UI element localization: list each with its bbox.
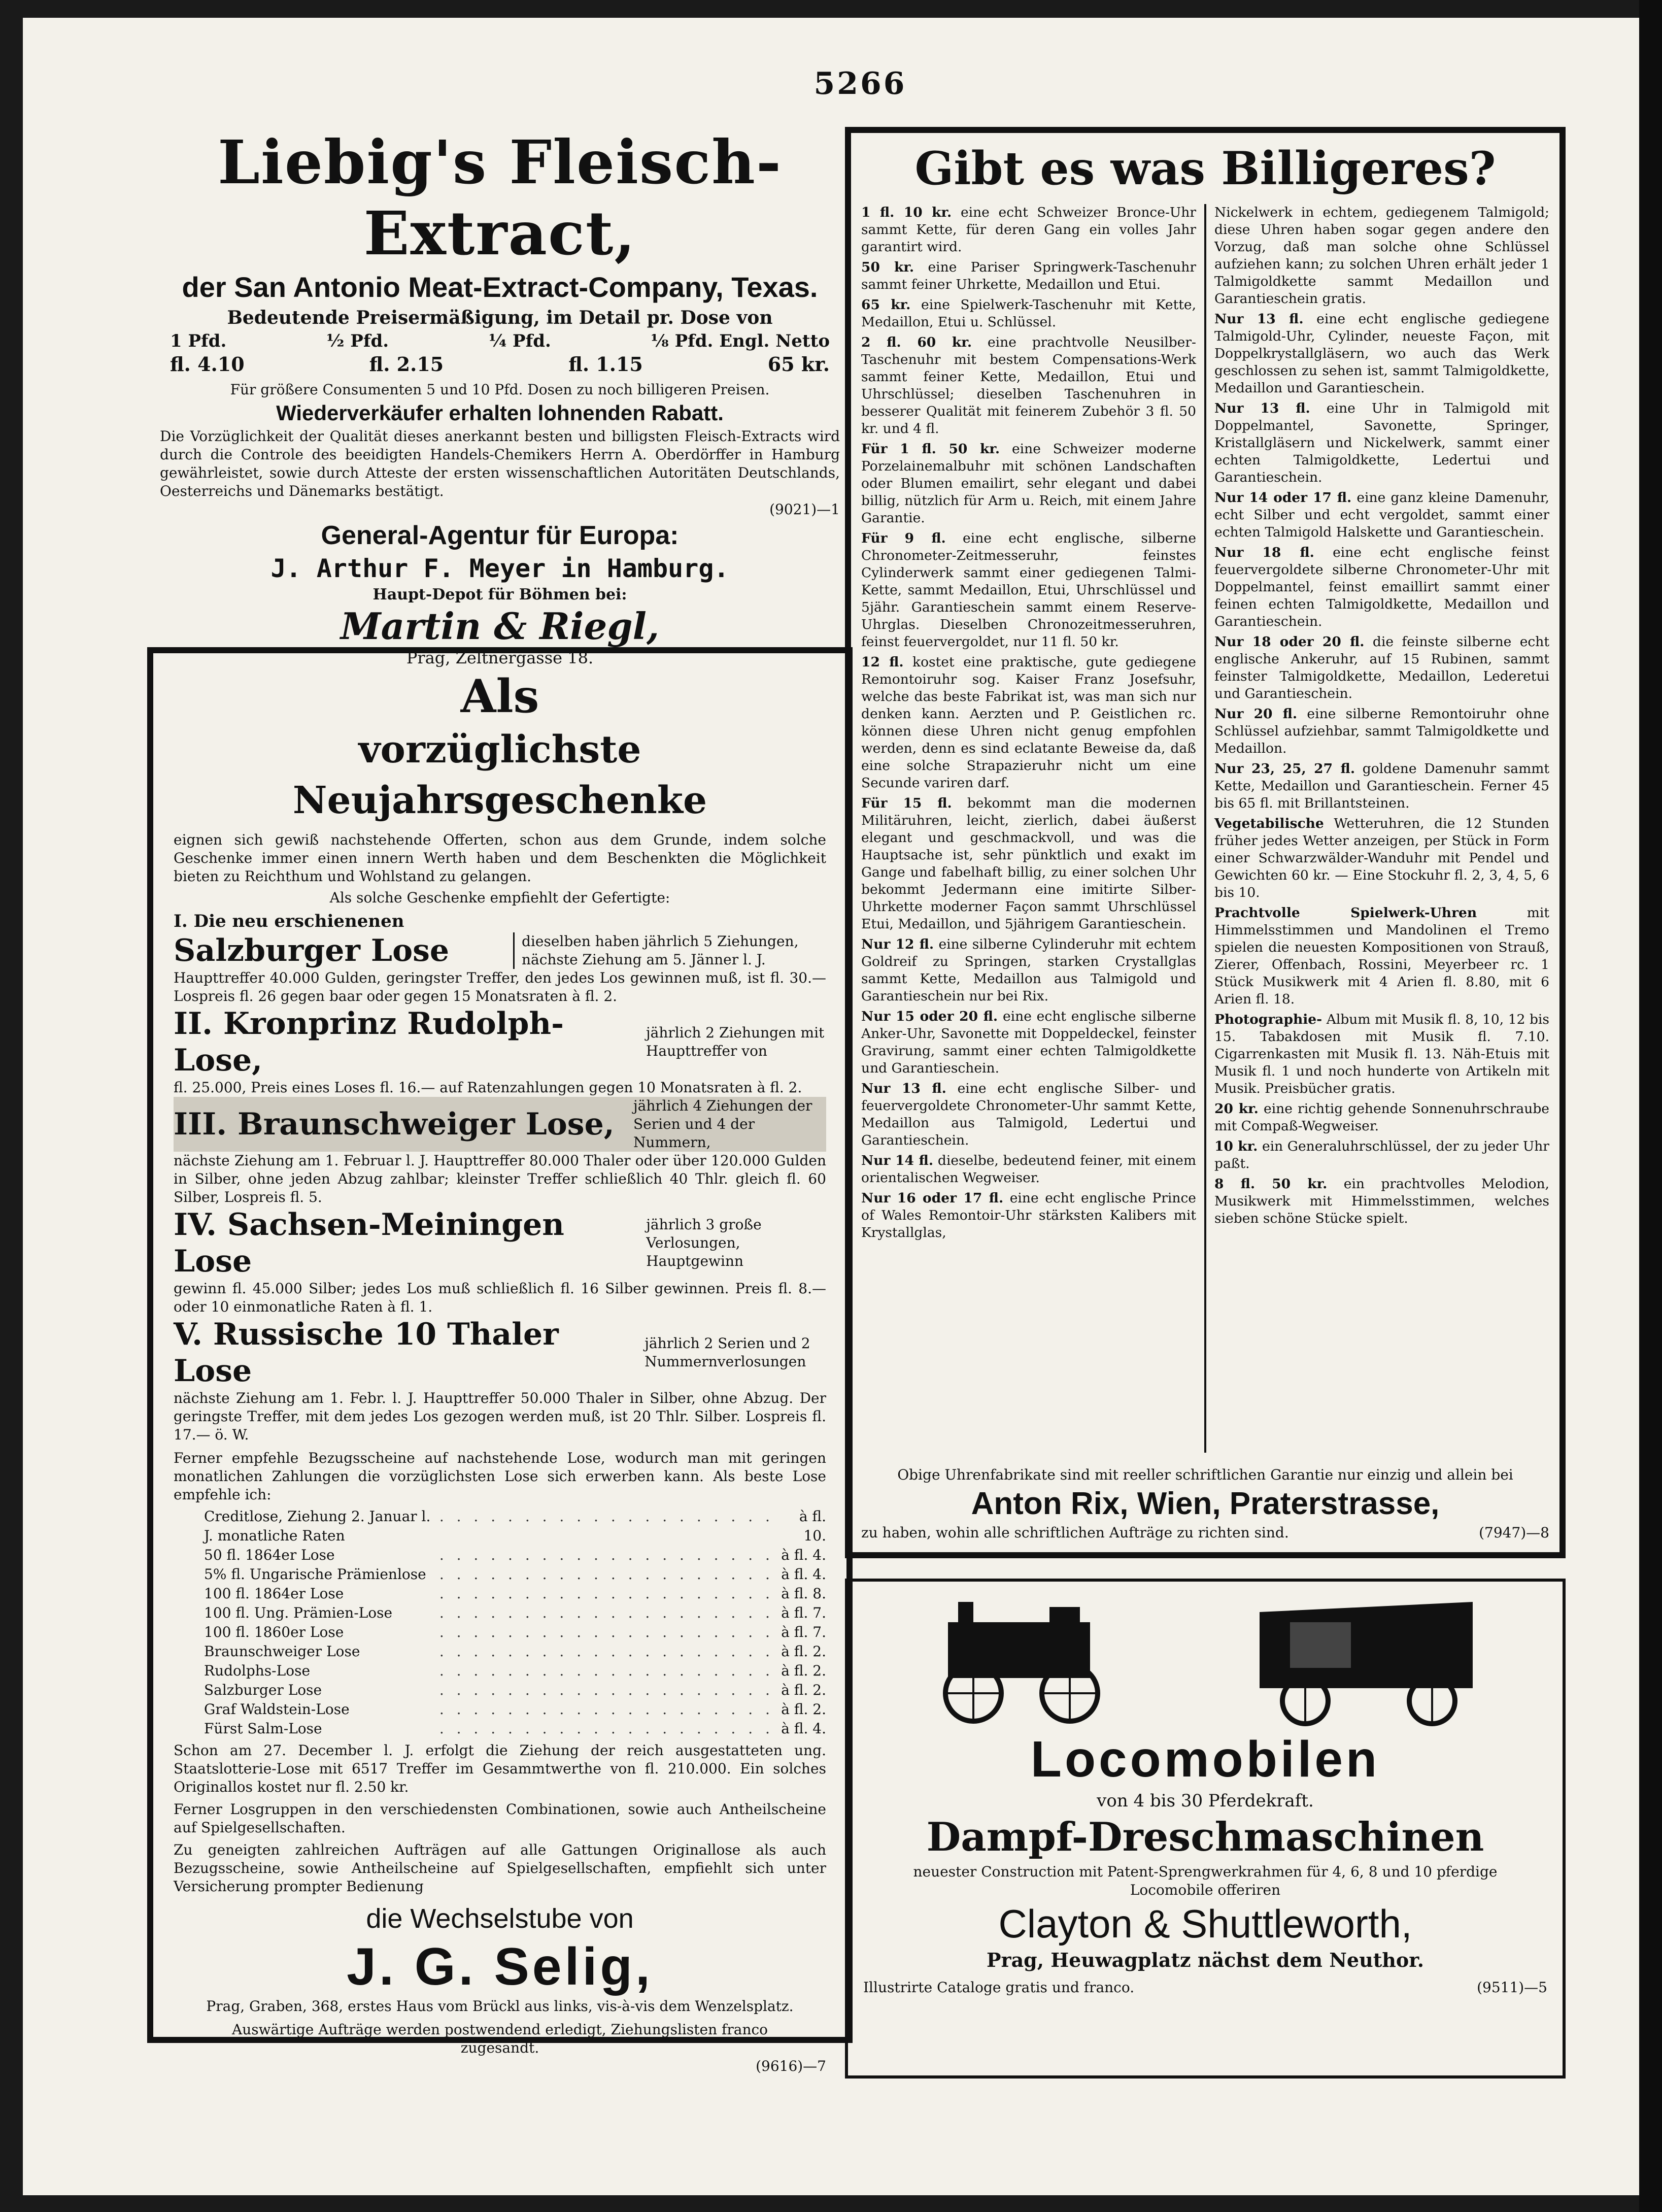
uhren-item-text: mit Himmelsstimmen und Mandolinen el Tremo spielen die neuesten Kompositionen von Strauß, Zierer, Offenbach, Rossini, Meyerbeer rc. 1 Stück Musikwerk mit 4 Arien fl. 8.80, mit 6 Arien fl. 18. <box>1214 905 1549 1007</box>
uhren-item-text: Wetteruhren, die 12 Stunden früher jedes Wetter anzeigen, per Stück in Form einer Schwarzwälder-Wanduhr mit Pendel und Gewichten 60 kr. — Eine Stockuhr fl. 2, 3, 4, 5, 6 bis 10. <box>1214 816 1549 900</box>
uhren-item-head: Nur 14 fl. <box>861 1153 934 1168</box>
uhren-item <box>861 1080 1196 1149</box>
uhren-item-head: 65 kr. <box>861 297 911 313</box>
lose-row <box>204 1603 826 1623</box>
leader-dots: . . . . . . . . . . . . . . . . . . . . <box>439 1508 774 1525</box>
uhren-item <box>861 259 1196 293</box>
uhren-item-head: 1 fl. 10 kr. <box>861 205 952 220</box>
uhren-item-text: eine echt englische Prince of Wales Remontoir-Uhr stärksten Kalibers mit Krystallglas, <box>861 1190 1196 1241</box>
lot2-name: II. Kronprinz Rudolph-Lose, <box>174 1006 564 1078</box>
lot3-body: nächste Ziehung am 1. Februar l. J. Haupttreffer 80.000 Thaler oder über 120.000 Gulden in Silber, ohne jeden Abzug zahlbar; kleinster Treffer schließlich 40 Thlr. gleich fl. 60 Silber, Lospreis fl. 5. <box>174 1152 826 1205</box>
liebig-size: 1 Pfd. <box>170 331 227 351</box>
uhren-title: Gibt es was Billigeres? <box>914 142 1496 195</box>
neujahr-recommend: Als solche Geschenke empfiehlt der Gefertigte: <box>329 889 670 906</box>
uhren-item-text: eine echt englische feinst feuervergoldete silberne Chronometer-Uhr mit Doppelmantel, feinst emaillirt sammt einer feinen echten Talmigoldkette, Medaillon und Garantieschein. <box>1214 545 1549 629</box>
lose-row <box>204 1642 826 1661</box>
uhren-footer: Obige Uhrenfabrikate sind mit reeller schriftlichen Garantie nur einzig und allein bei <box>897 1466 1513 1483</box>
uhren-item-text: eine Schweizer moderne Porzelainemalbuhr mit schönen Landschaften oder Blumen emailirt, sehr elegant und dabei billig, nützlich für Arm u. Reich, mit einem Jahre Garantie. <box>861 441 1196 526</box>
lose-name: 100 fl. Ung. Prämien-Lose <box>204 1604 393 1621</box>
liebig-prices <box>160 352 840 377</box>
loco-firm: Clayton & Shuttleworth, <box>998 1901 1412 1946</box>
uhren-item <box>1214 633 1549 702</box>
liebig-depot-addr: Prag, Zeltnergasse 18. <box>406 648 594 667</box>
liebig-size: ⅛ Pfd. Engl. Netto <box>651 331 830 351</box>
lose-row <box>204 1681 826 1700</box>
uhren-ad <box>845 127 1566 1558</box>
uhren-item <box>1214 1100 1549 1135</box>
leader-dots: . . . . . . . . . . . . . . . . . . . . <box>439 1566 774 1583</box>
lose-price: à fl. 2. <box>781 1662 826 1679</box>
loco-illustrations <box>863 1592 1547 1729</box>
uhren-item <box>861 1190 1196 1242</box>
uhren-item <box>861 204 1196 256</box>
lot1-side: dieselben haben jährlich 5 Ziehungen, nächste Ziehung am 5. Jänner l. J. <box>513 932 826 969</box>
lot1-row <box>174 932 826 969</box>
lose-row <box>204 1623 826 1642</box>
uhren-item-text: eine ganz kleine Damenuhr, echt Silber und echt vergoldet, sammt einer echten Talmigold Halskette und Garantieschein. <box>1214 490 1549 540</box>
neujahr-intro: eignen sich gewiß nachstehende Offerten, schon aus dem Grunde, indem solche Geschenke immer einen innern Werth haben und dem Beschenkten die Möglichkeit bieten zu Reichthum und Wohlstand zu gelangen. <box>174 831 826 885</box>
neujahr-ferner: Ferner Losgruppen in den verschiedensten Combinationen, sowie auch Antheilscheine auf Spielgesellschaften. <box>174 1801 826 1836</box>
loco-title2: Dampf-Dreschmaschinen <box>926 1814 1484 1860</box>
liebig-size: ¼ Pfd. <box>488 331 551 351</box>
lose-price: à fl. 4. <box>781 1547 826 1563</box>
lose-name: 100 fl. 1860er Lose <box>204 1624 344 1640</box>
uhren-item-text: eine echt Schweizer Bronce-Uhr sammt Kette, für deren Gang ein volles Jahr garantirt wird. <box>861 205 1196 255</box>
uhren-item-text: eine echt englische, silberne Chronometer-Zeitmesseruhr, feinstes Cylinderwerk sammt einer gediegenen Talmi-Kette, sammt Medaillon, Etui, Uhrschlüssel und 5jähr. Garantieschein sammt einem Reserve-Uhrglas. Dieselben Chronozeitmesseruhren, feinst feuervergoldet, nur 11 fl. 50 kr. <box>861 530 1196 650</box>
liebig-company: der San Antonio Meat-Extract-Company, Texas. <box>182 271 818 303</box>
lose-row <box>204 1507 826 1546</box>
lose-name: Rudolphs-Lose <box>204 1662 311 1679</box>
uhren-firm-name: Anton Rix, <box>971 1486 1129 1521</box>
lot4-name: IV. Sachsen-Meiningen Lose <box>174 1207 564 1279</box>
uhren-item-head: 2 fl. 60 kr. <box>861 334 972 350</box>
uhren-item-text: Nickelwerk in echtem, gediegenem Talmigold; diese Uhren haben sogar gegen andere den Vorzug, daß man solche ohne Schlüssel aufziehen kann; zu solchen Uhren erhält jeder 1 Talmigoldkette sammt Medaillon und Garantieschein gratis. <box>1214 205 1549 307</box>
locomobile-illustration <box>928 1592 1121 1729</box>
lose-name: Braunschweiger Lose <box>204 1643 360 1660</box>
lose-row <box>204 1661 826 1681</box>
lot5-body: nächste Ziehung am 1. Febr. l. J. Haupttreffer 50.000 Thaler in Silber, ohne Abzug. Der geringste Treffer, mit dem jedes Los gezogen werden muß, ist 20 Thlr. Silber. Lospreis fl. 17.— ö. W. <box>174 1390 826 1443</box>
uhren-item-text: eine echt englische Silber- und feuervergoldete Chronometer-Uhr sammt Kette, Medaillon aus Talmigold, Ledertui und Garantieschein. <box>861 1081 1196 1148</box>
uhren-item <box>861 795 1196 933</box>
uhren-item-head: Nur 13 fl. <box>1214 311 1304 327</box>
liebig-agency-title: General-Agentur für Europa: <box>321 521 679 550</box>
lose-name: 100 fl. 1864er Lose <box>204 1585 344 1602</box>
uhren-item-text: dieselbe, bedeutend feiner, mit einem orientalischen Wegweiser. <box>861 1153 1196 1186</box>
lose-row <box>204 1546 826 1565</box>
uhren-firm-city: Wien, Praterstrasse, <box>1137 1486 1440 1521</box>
leader-dots: . . . . . . . . . . . . . . . . . . . . <box>439 1662 774 1679</box>
liebig-reseller: Wiederverkäufer erhalten lohnenden Rabatt. <box>276 401 724 425</box>
loco-ad <box>845 1579 1566 2079</box>
lot4-side: jährlich 3 große Verlosungen, Hauptgewinn <box>646 1216 762 1269</box>
uhren-item-head: Für 1 fl. 50 kr. <box>861 441 1000 457</box>
lose-price: à fl. 8. <box>781 1585 826 1602</box>
uhren-item-head: 20 kr. <box>1214 1101 1259 1117</box>
lot5-side: jährlich 2 Serien und 2 Nummernverlosungen <box>645 1335 810 1370</box>
newspaper-page <box>23 18 1639 2195</box>
uhren-item-text: eine Pariser Springwerk-Taschenuhr sammt feiner Uhrkette, Medaillon und Etui. <box>861 259 1196 292</box>
uhren-item-head: Nur 18 fl. <box>1214 545 1314 560</box>
uhren-item <box>1214 760 1549 812</box>
uhren-item-text: eine richtig gehende Sonnenuhrschraube mit Compaß-Wegweiser. <box>1214 1101 1549 1134</box>
lose-price: à fl. 7. <box>781 1604 826 1621</box>
leader-dots: . . . . . . . . . . . . . . . . . . . . <box>439 1720 774 1737</box>
loco-addr: Prag, Heuwagplatz nächst dem Neuthor. <box>986 1949 1424 1971</box>
liebig-size: ½ Pfd. <box>326 331 389 351</box>
uhren-ref: (7947)—8 <box>1479 1524 1549 1541</box>
loco-ref: (9511)—5 <box>1477 1979 1547 1996</box>
liebig-ref: (9021)—1 <box>769 501 840 518</box>
uhren-item-head: Nur 13 fl. <box>1214 400 1310 416</box>
lose-name: Graf Waldstein-Lose <box>204 1701 350 1718</box>
uhren-item-head: Nur 13 fl. <box>861 1081 946 1096</box>
threshing-machine-illustration <box>1249 1592 1483 1729</box>
liebig-ad <box>160 127 840 667</box>
uhren-item-head: Nur 14 oder 17 fl. <box>1214 490 1352 506</box>
lot3-side: jährlich 4 Ziehungen der Serien und 4 der Nummern, <box>633 1097 812 1151</box>
neujahr-ref: (9616)—7 <box>756 2058 826 2074</box>
uhren-item-head: Nur 23, 25, 27 fl. <box>1214 761 1355 777</box>
lot3-name: III. Braunschweiger Lose, <box>174 1107 615 1142</box>
lose-name: 50 fl. 1864er Lose <box>204 1547 335 1563</box>
uhren-item-text: eine echt englische silberne Anker-Uhr, Savonette mit Doppeldeckel, feinster Gravirung, sammt einer echten Talmigoldkette und Garantieschein. <box>861 1009 1196 1076</box>
liebig-price: fl. 1.15 <box>568 353 643 376</box>
uhren-item <box>1214 204 1549 308</box>
leader-dots: . . . . . . . . . . . . . . . . . . . . <box>439 1682 774 1698</box>
uhren-col-left <box>861 204 1196 1453</box>
loco-catalog: Illustrirte Cataloge gratis und franco. <box>863 1979 1135 1996</box>
lose-row <box>204 1719 826 1738</box>
lose-name: 5% fl. Ungarische Prämienlose <box>204 1566 426 1583</box>
lose-name: Creditlose, Ziehung 2. Januar l. J. monatliche Raten <box>204 1508 431 1544</box>
uhren-item-head: 8 fl. 50 kr. <box>1214 1176 1328 1192</box>
lot5-name: V. Russische 10 Thaler Lose <box>174 1317 559 1389</box>
lot2-body: fl. 25.000, Preis eines Loses fl. 16.— auf Ratenzahlungen gegen 10 Monatsraten à fl. 2. <box>174 1079 802 1096</box>
lot1-head: I. Die neu erschienenen <box>174 911 404 931</box>
uhren-item <box>1214 311 1549 397</box>
liebig-body: Die Vorzüglichkeit der Qualität dieses anerkannt besten und billigsten Fleisch-Extracts wird durch die Controle des beeidigten Handels-Chemikers Herrn A. Oberdörffer in Hamburg gewährleistet, sowie durch Atteste der ersten wissenschaftlichen Autoritäten Deutschlands, Oesterreichs und Dänemarks bestätigt. <box>160 428 840 499</box>
lot5-row <box>174 1316 826 1389</box>
liebig-price: fl. 2.15 <box>369 353 444 376</box>
uhren-item-head: 12 fl. <box>861 654 904 670</box>
lose-row <box>204 1700 826 1719</box>
liebig-depot: Haupt-Depot für Böhmen bei: <box>372 586 627 604</box>
uhren-item-head: Für 9 fl. <box>861 530 946 546</box>
neujahr-schon: Schon am 27. December l. J. erfolgt die Ziehung der reich ausgestatteten ung. Staatslotterie-Lose mit 6517 Treffer im Gesammtwerthe von fl. 210.000. Ein solches Originallos kostet nur fl. 2.50 kr. <box>174 1742 826 1795</box>
liebig-bulk-note: Für größere Consumenten 5 und 10 Pfd. Dosen zu noch billigeren Preisen. <box>230 381 770 398</box>
leader-dots: . . . . . . . . . . . . . . . . . . . . <box>439 1624 774 1640</box>
leader-dots: . . . . . . . . . . . . . . . . . . . . <box>439 1643 774 1660</box>
uhren-firm <box>861 1484 1549 1524</box>
neujahr-title: vorzüglichste Neujahrsgeschenke <box>292 728 707 822</box>
uhren-item-text: eine Uhr in Talmigold mit Doppelmantel, Savonette, Springer, Kristallgläsern und Nickelwerk, sammt einer echten Talmigoldkette, Ledertui und Garantieschein. <box>1214 400 1549 485</box>
uhren-addr: zu haben, wohin alle schriftlichen Aufträge zu richten sind. <box>861 1524 1289 1541</box>
uhren-item-text: Album mit Musik fl. 8, 10, 12 bis 15. Tabakdosen mit Musik fl. 7.10. Cigarrenkasten mit Musik fl. 13. Näh-Etuis mit Musik fl. 1 und noch hunderte von Artikeln mit Musik. Preisbücher gratis. <box>1214 1012 1549 1096</box>
uhren-item-text: ein Generaluhrschlüssel, der zu jeder Uhr paßt. <box>1214 1138 1549 1171</box>
neujahr-zu: Zu geneigten zahlreichen Aufträgen auf alle Gattungen Originallose als auch Bezugsscheine, sowie Antheilscheine auf Spielgesellschaften, empfiehlt sich unter Versicherung prompter Bedienung <box>174 1841 826 1895</box>
uhren-item <box>1214 544 1549 630</box>
column-rule <box>1204 204 1206 1453</box>
uhren-item <box>861 1152 1196 1187</box>
uhren-item <box>1214 904 1549 1008</box>
uhren-item <box>1214 815 1549 901</box>
uhren-item <box>1214 489 1549 541</box>
uhren-addr-row <box>861 1524 1549 1542</box>
liebig-agency-name: J. Arthur F. Meyer in Hamburg. <box>270 554 729 583</box>
lose-price: à fl. 4. <box>781 1720 826 1737</box>
lot1-name: Salzburger Lose <box>174 933 450 968</box>
lose-price: à fl. 10. <box>799 1508 826 1544</box>
loco-desc: neuester Construction mit Patent-Sprengwerkrahmen für 4, 6, 8 und 10 pferdige Locomobile offeriren <box>913 1863 1498 1898</box>
liebig-price-cut: Bedeutende Preisermäßigung, im Detail pr. Dose von <box>227 307 773 328</box>
lot2-row <box>174 1006 826 1079</box>
uhren-item-text: eine Spielwerk-Taschenuhr mit Kette, Medaillon, Etui u. Schlüssel. <box>861 297 1196 330</box>
neujahr-als: Als <box>460 669 539 723</box>
uhren-item <box>1214 400 1549 486</box>
uhren-columns <box>861 204 1549 1453</box>
leader-dots: . . . . . . . . . . . . . . . . . . . . <box>439 1547 774 1563</box>
neujahr-bezug: Ferner empfehle Bezugsscheine auf nachstehende Lose, wodurch man mit geringen monatlichen Zahlungen die vorzüglichsten Lose sich erwerben kann. Als beste Lose empfehle ich: <box>174 1450 826 1503</box>
uhren-item-text: eine prachtvolle Neusilber-Taschenuhr mit bestem Compensations-Werk sammt feiner Kette, Medaillon, Etui und Uhrschlüssel; dieselben Taschenuhren in besserer Qualität mit feinerem Zubehör 3 fl. 50 kr. und 4 fl. <box>861 334 1196 437</box>
uhren-item <box>861 530 1196 651</box>
uhren-item-head: Nur 12 fl. <box>861 936 934 952</box>
uhren-item-text: goldene Damenuhr sammt Kette, Medaillon und Garantieschein. Ferner 45 bis 65 fl. mit Brillantsteinen. <box>1214 761 1549 811</box>
loco-title: Locomobilen <box>1030 1731 1380 1788</box>
leader-dots: . . . . . . . . . . . . . . . . . . . . <box>439 1585 774 1602</box>
uhren-item-text: eine silberne Cylinderuhr mit echtem Goldreif zu Springen, starken Crystallglas sammt Kette, Medaillon aus Talmigold und Garantieschein nur bei Rix. <box>861 936 1196 1004</box>
uhren-item-text: die feinste silberne echt englische Ankeruhr, auf 15 Rubinen, sammt feinster Talmigoldkette, Medaillon, Lederetui und Garantieschein. <box>1214 634 1549 701</box>
lot1-body: Haupttreffer 40.000 Gulden, geringster Treffer, den jedes Los gewinnen muß, ist fl. 30.— Lospreis fl. 26 gegen baar oder gegen 15 Monatsraten à fl. 2. <box>174 969 826 1004</box>
liebig-price: fl. 4.10 <box>170 353 245 376</box>
uhren-item-head: Prachtvolle Spielwerk-Uhren <box>1214 905 1477 921</box>
uhren-item <box>1214 1011 1549 1097</box>
uhren-footer-block <box>861 1466 1549 1542</box>
uhren-col-right <box>1214 204 1549 1453</box>
uhren-item-head: Nur 20 fl. <box>1214 706 1298 722</box>
lot4-body: gewinn fl. 45.000 Silber; jedes Los muß schließlich fl. 16 Silber gewinnen. Preis fl. 8.— oder 10 einmonatliche Raten à fl. 1. <box>174 1280 826 1315</box>
lot4-row <box>174 1206 826 1280</box>
uhren-item-head: Vegetabilische <box>1214 816 1324 831</box>
leader-dots: . . . . . . . . . . . . . . . . . . . . <box>439 1701 774 1718</box>
lose-name: Fürst Salm-Lose <box>204 1720 322 1737</box>
loco-sub: von 4 bis 30 Pferdekraft. <box>1097 1791 1314 1811</box>
uhren-item-head: Photographie- <box>1214 1012 1322 1027</box>
lose-price: à fl. 7. <box>781 1624 826 1640</box>
uhren-item-head: 10 kr. <box>1214 1138 1258 1154</box>
uhren-item-text: kostet eine praktische, gute gediegene Remontoiruhr sog. Kaiser Franz Josefsuhr, welche das beste Fabrikat ist, was man sich nur denken kann. Aerzten und P. Geistlichen rc. können diese Uhren nicht genug empfohlen werden, denn es sind eclatante Beweise da, daß eine solche Strapazieruhr nicht um eine Secunde variren darf. <box>861 654 1196 791</box>
uhren-item <box>1214 1176 1549 1227</box>
uhren-item-head: Nur 16 oder 17 fl. <box>861 1190 1004 1206</box>
uhren-item <box>861 334 1196 438</box>
page-number: 5266 <box>813 66 907 102</box>
uhren-item-head: 50 kr. <box>861 259 914 275</box>
neujahr-firm-pre: die Wechselstube von <box>366 1903 634 1934</box>
neujahr-firm: J. G. Selig, <box>347 1937 653 1996</box>
lose-price: à fl. 2. <box>781 1701 826 1718</box>
liebig-title: Liebig's Fleisch-Extract, <box>218 127 782 269</box>
loco-footer <box>863 1979 1547 1997</box>
neujahr-ad <box>147 647 853 2074</box>
uhren-item <box>1214 706 1549 757</box>
uhren-item <box>861 441 1196 527</box>
uhren-item-text: eine echt englische gediegene Talmigold-Uhr, Cylinder, neueste Façon, mit Doppelkrystallgläsern, wo auch das Werk geschlossen zu sehen ist, sammt Talmigoldkette, Medaillon und Garantieschein. <box>1214 311 1549 396</box>
uhren-item <box>861 296 1196 331</box>
lose-price: à fl. 2. <box>781 1682 826 1698</box>
uhren-item <box>861 654 1196 792</box>
uhren-item-head: Nur 15 oder 20 fl. <box>861 1009 998 1024</box>
uhren-item-head: Nur 18 oder 20 fl. <box>1214 634 1365 650</box>
lot3-row <box>174 1097 826 1152</box>
uhren-item-head: Für 15 fl. <box>861 795 952 811</box>
neujahr-addr: Prag, Graben, 368, erstes Haus vom Brückl aus links, vis-à-vis dem Wenzelsplatz. <box>206 1998 794 2015</box>
leader-dots: . . . . . . . . . . . . . . . . . . . . <box>439 1604 774 1621</box>
lose-price: à fl. 4. <box>781 1566 826 1583</box>
lot2-side: jährlich 2 Ziehungen mit Haupttreffer von <box>646 1024 825 1059</box>
liebig-price: 65 kr. <box>767 353 830 376</box>
uhren-item <box>1214 1138 1549 1172</box>
neujahr-auswaerts: Auswärtige Aufträge werden postwendend erledigt, Ziehungslisten franco zugesandt. <box>231 2021 768 2056</box>
scan-edge <box>1639 0 1662 2212</box>
uhren-item-text: ein prachtvolles Melodion, Musikwerk mit Himmelsstimmen, welches sieben schöne Stücke spielt. <box>1214 1176 1549 1226</box>
lose-name: Salzburger Lose <box>204 1682 322 1698</box>
liebig-depot-name: Martin & Riegl, <box>340 605 660 648</box>
lose-row <box>204 1565 826 1584</box>
uhren-item <box>861 936 1196 1005</box>
lose-list <box>174 1507 826 1738</box>
uhren-item-text: eine silberne Remontoiruhr ohne Schlüssel aufziehbar, sammt Talmigoldkette und Medaillon. <box>1214 706 1549 756</box>
uhren-item-text: bekommt man die modernen Militäruhren, leicht, zierlich, dabei äußerst elegant und geschmackvoll, und was die Hauptsache ist, sehr pünktlich und exakt im Gange und fabelhaft billig, zu einer solchen Uhr bekommt Jedermann eine imitirte Silber-Uhrkette moderner Façon sammt Uhrschlüssel Etui, Medaillon, und 5jährigem Garantieschein. <box>861 795 1196 932</box>
liebig-sizes <box>160 330 840 352</box>
lose-row <box>204 1584 826 1603</box>
lose-price: à fl. 2. <box>781 1643 826 1660</box>
uhren-item <box>861 1008 1196 1077</box>
